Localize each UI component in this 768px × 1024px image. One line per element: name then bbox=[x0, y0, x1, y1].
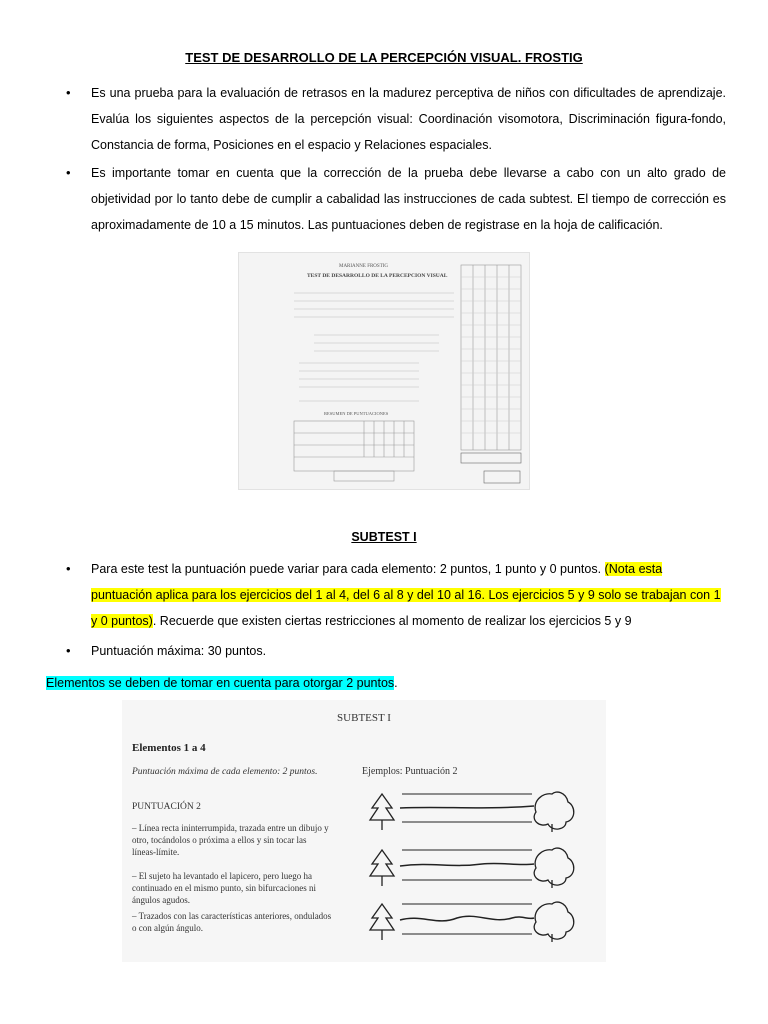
subtest-bullet bbox=[66, 556, 726, 634]
scoring-sheet-image bbox=[239, 253, 529, 489]
bullet-text-end: . Recuerde que existen ciertas restricciones al momento de realizar los ejercicios 5 y 9 bbox=[152, 614, 632, 628]
scoring-sheet-scan bbox=[238, 252, 530, 490]
subtest-scan bbox=[122, 700, 606, 962]
tree-icon bbox=[370, 850, 394, 876]
scan2-score-2: PUNTUACIÓN 2 bbox=[132, 802, 201, 812]
subtest-bullet-list bbox=[66, 556, 726, 668]
highlighted-note: (Nota esta puntuación aplica para los ejercicios del 1 al 4, del 6 al 8 y del 10 al 16. Los ejercicios 5 y 9 solo se trabajan con 1 y 0 puntos) bbox=[91, 562, 721, 628]
scan2-examples: Ejemplos: Puntuación 2 bbox=[362, 766, 458, 777]
subtest-bullet: • Puntuación máxima: 30 puntos. bbox=[66, 638, 726, 664]
intro-bullet: • Es importante tomar en cuenta que la corrección de la prueba debe llevarse a cabo con un alto grado de objetividad por lo tanto debe de cumplir a cabalidad las instrucciones de cada subtest. El tiempo de corrección es aproximadamente de 10 a 15 minutos. Las puntuaciones deben de registrase en la hoja de calificación. bbox=[66, 160, 726, 238]
tree-icon bbox=[370, 904, 394, 930]
bush-icon bbox=[534, 848, 574, 885]
bush-icon bbox=[534, 792, 574, 829]
examples-drawing bbox=[362, 784, 592, 954]
scan-title: TEST DE DESARROLLO DE LA PERCEPCION VISUAL bbox=[307, 273, 448, 279]
document-title: TEST DE DESARROLLO DE LA PERCEPCIÓN VISUAL. FROSTIG bbox=[185, 50, 583, 65]
cyan-highlight: Elementos se deben de tomar en cuenta para otorgar 2 puntos bbox=[46, 676, 395, 690]
cyan-note bbox=[46, 676, 398, 690]
scan2-rule: – El sujeto ha levantado el lapicero, pero luego ha continuado en el mismo punto, sin bifurcaciones ni ángulos agudos. bbox=[132, 871, 316, 905]
scan2-header: SUBTEST I bbox=[337, 712, 391, 724]
bush-icon bbox=[534, 902, 574, 939]
scan-header: MARIANNE FROSTIG bbox=[339, 264, 389, 269]
intro-bullet: • Es una prueba para la evaluación de retrasos en la madurez perceptiva de niños con dificultades de aprendizaje. Evalúa los siguientes aspectos de la percepción visual: Coordinación visomotora, Discriminación figura-fondo, Constancia de forma, Posiciones en el espacio y Relaciones espaciales. bbox=[66, 80, 726, 158]
subtest-title: SUBTEST I bbox=[351, 530, 417, 544]
scan2-rule: – Línea recta ininterrumpida, trazada entre un dibujo y otro, tocándolos o próxima a ellos y sin tocar las líneas-límite. bbox=[132, 823, 329, 857]
tree-icon bbox=[370, 794, 394, 820]
intro-bullet-list bbox=[66, 80, 726, 240]
scan2-elementos: Elementos 1 a 4 bbox=[132, 742, 206, 754]
scan2-max-score: Puntuación máxima de cada elemento: 2 puntos. bbox=[132, 767, 318, 777]
bullet-text: Para este test la puntuación puede variar para cada elemento: 2 puntos, 1 punto y 0 puntos. bbox=[91, 562, 605, 576]
scan-resumen: RESUMEN DE PUNTUACIONES bbox=[324, 411, 389, 416]
cyan-note-end: . bbox=[394, 676, 398, 690]
scan2-rule: – Trazados con las características anteriores, ondulados o con algún ángulo. bbox=[132, 911, 332, 933]
